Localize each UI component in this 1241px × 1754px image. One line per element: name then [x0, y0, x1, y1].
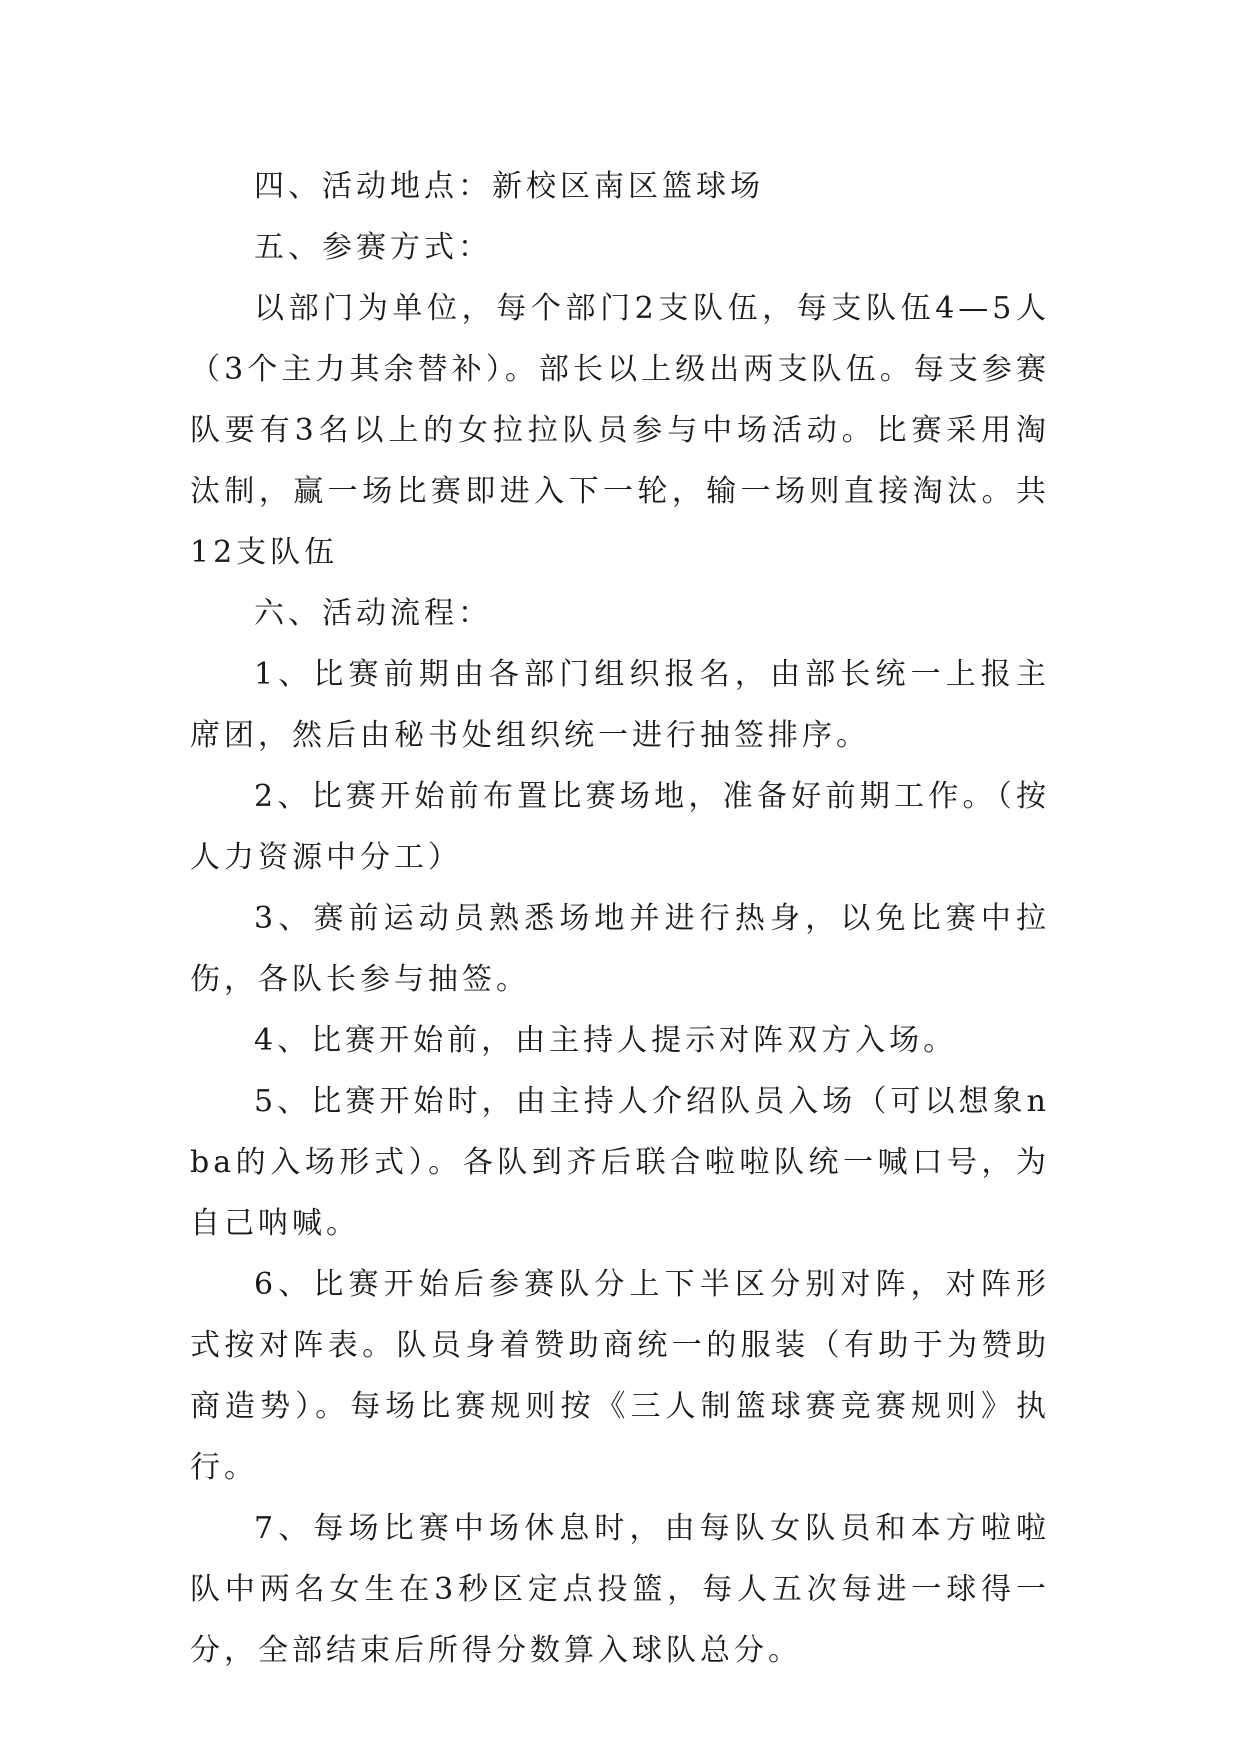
process-step-1: 1、比赛前期由各部门组织报名，由部长统一上报主席团，然后由秘书处组织统一进行抽签排序。: [190, 657, 1050, 753]
process-step-4: 4、比赛开始前，由主持人提示对阵双方入场。: [254, 1023, 958, 1058]
section-heading-location: 四、活动地点：新校区南区篮球场: [254, 169, 764, 204]
document-body: [190, 156, 1050, 1681]
paragraph-participation-rules: 以部门为单位，每个部门2支队伍，每支队伍4—5人（3个主力其余替补）。部长以上级出两支队伍。每支参赛队要有3名以上的女拉拉队员参与中场活动。比赛采用淘汰制，赢一场比赛即进入下一轮，输一场则直接淘汰。共12支队伍: [190, 291, 1050, 570]
section-heading-process: 六、活动流程：: [254, 596, 492, 631]
process-step-2: 2、比赛开始前布置比赛场地，准备好前期工作。（按人力资源中分工）: [190, 779, 1050, 875]
process-step-6: 6、比赛开始后参赛队分上下半区分别对阵，对阵形式按对阵表。队员身着赞助商统一的服装（有助于为赞助商造势）。每场比赛规则按《三人制篮球赛竞赛规则》执行。: [190, 1267, 1050, 1485]
section-heading-participation: 五、参赛方式：: [254, 230, 492, 265]
process-step-5: 5、比赛开始时，由主持人介绍队员入场（可以想象nba的入场形式）。各队到齐后联合啦啦队统一喊口号，为自己呐喊。: [190, 1084, 1050, 1241]
process-step-3: 3、赛前运动员熟悉场地并进行热身，以免比赛中拉伤，各队长参与抽签。: [190, 901, 1050, 997]
process-step-7: 7、每场比赛中场休息时，由每队女队员和本方啦啦队中两名女生在3秒区定点投篮，每人五次每进一球得一分，全部结束后所得分数算入球队总分。: [190, 1511, 1050, 1668]
